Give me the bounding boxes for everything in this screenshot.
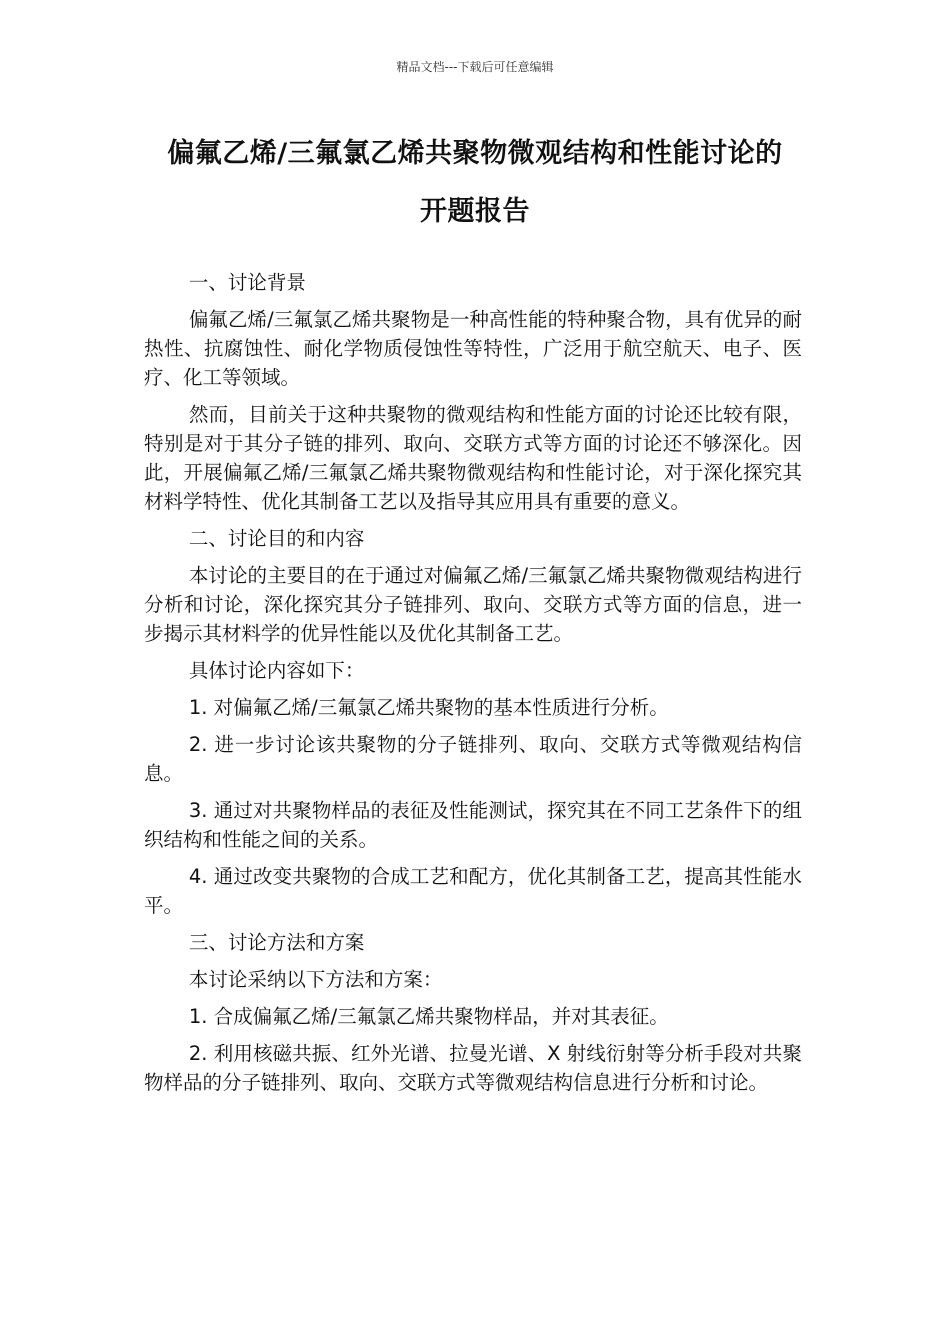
list-item-content-1: 1. 对偏氟乙烯/三氟氯乙烯共聚物的基本性质进行分析。 — [188, 696, 669, 719]
list-item-content-3: 3. 通过对共聚物样品的表征及性能测试，探究其在不同工艺条件下的组织结构和性能之间的关系。 — [144, 799, 802, 851]
list-item-method-2: 2. 利用核磁共振、红外光谱、拉曼光谱、X 射线衍射等分析手段对共聚物样品的分子链排列、取向、交联方式等微观结构信息进行分析和讨论。 — [144, 1042, 802, 1094]
document-title-line-1: 偏氟乙烯/三氟氯乙烯共聚物微观结构和性能讨论的 — [167, 138, 783, 169]
paragraph-background-intro: 偏氟乙烯/三氟氯乙烯共聚物是一种高性能的特种聚合物，具有优异的耐热性、抗腐蚀性、耐化学物质侵蚀性等特性，广泛用于航空航天、电子、医疗、化工等领域。 — [144, 308, 802, 389]
list-item-method-1: 1. 合成偏氟乙烯/三氟氯乙烯共聚物样品，并对其表征。 — [188, 1005, 669, 1028]
paragraph-methods-intro: 本讨论采纳以下方法和方案： — [188, 968, 443, 991]
document-body — [144, 268, 802, 1105]
document-title-line-2: 开题报告 — [420, 196, 530, 227]
header-note: 精品文档---下载后可任意编辑 — [396, 60, 554, 74]
list-item-content-2: 2. 进一步讨论该共聚物的分子链排列、取向、交联方式等微观结构信息。 — [144, 733, 802, 785]
section-heading-purpose: 二、讨论目的和内容 — [188, 527, 365, 550]
section-heading-methods: 三、讨论方法和方案 — [188, 931, 365, 954]
list-item-content-4: 4. 通过改变共聚物的合成工艺和配方，优化其制备工艺，提高其性能水平。 — [144, 865, 802, 917]
paragraph-content-intro: 具体讨论内容如下： — [188, 659, 365, 682]
section-heading-background: 一、讨论背景 — [188, 271, 306, 294]
paragraph-purpose: 本讨论的主要目的在于通过对偏氟乙烯/三氟氯乙烯共聚物微观结构进行分析和讨论，深化探究其分子链排列、取向、交联方式等方面的信息，进一步揭示其材料学的优异性能以及优化其制备工艺。 — [144, 564, 802, 645]
paragraph-background-significance: 然而，目前关于这种共聚物的微观结构和性能方面的讨论还比较有限，特别是对于其分子链的排列、取向、交联方式等方面的讨论还不够深化。因此，开展偏氟乙烯/三氟氯乙烯共聚物微观结构和性能讨论，对于深化探究其材料学特性、优化其制备工艺以及指导其应用具有重要的意义。 — [144, 403, 802, 513]
